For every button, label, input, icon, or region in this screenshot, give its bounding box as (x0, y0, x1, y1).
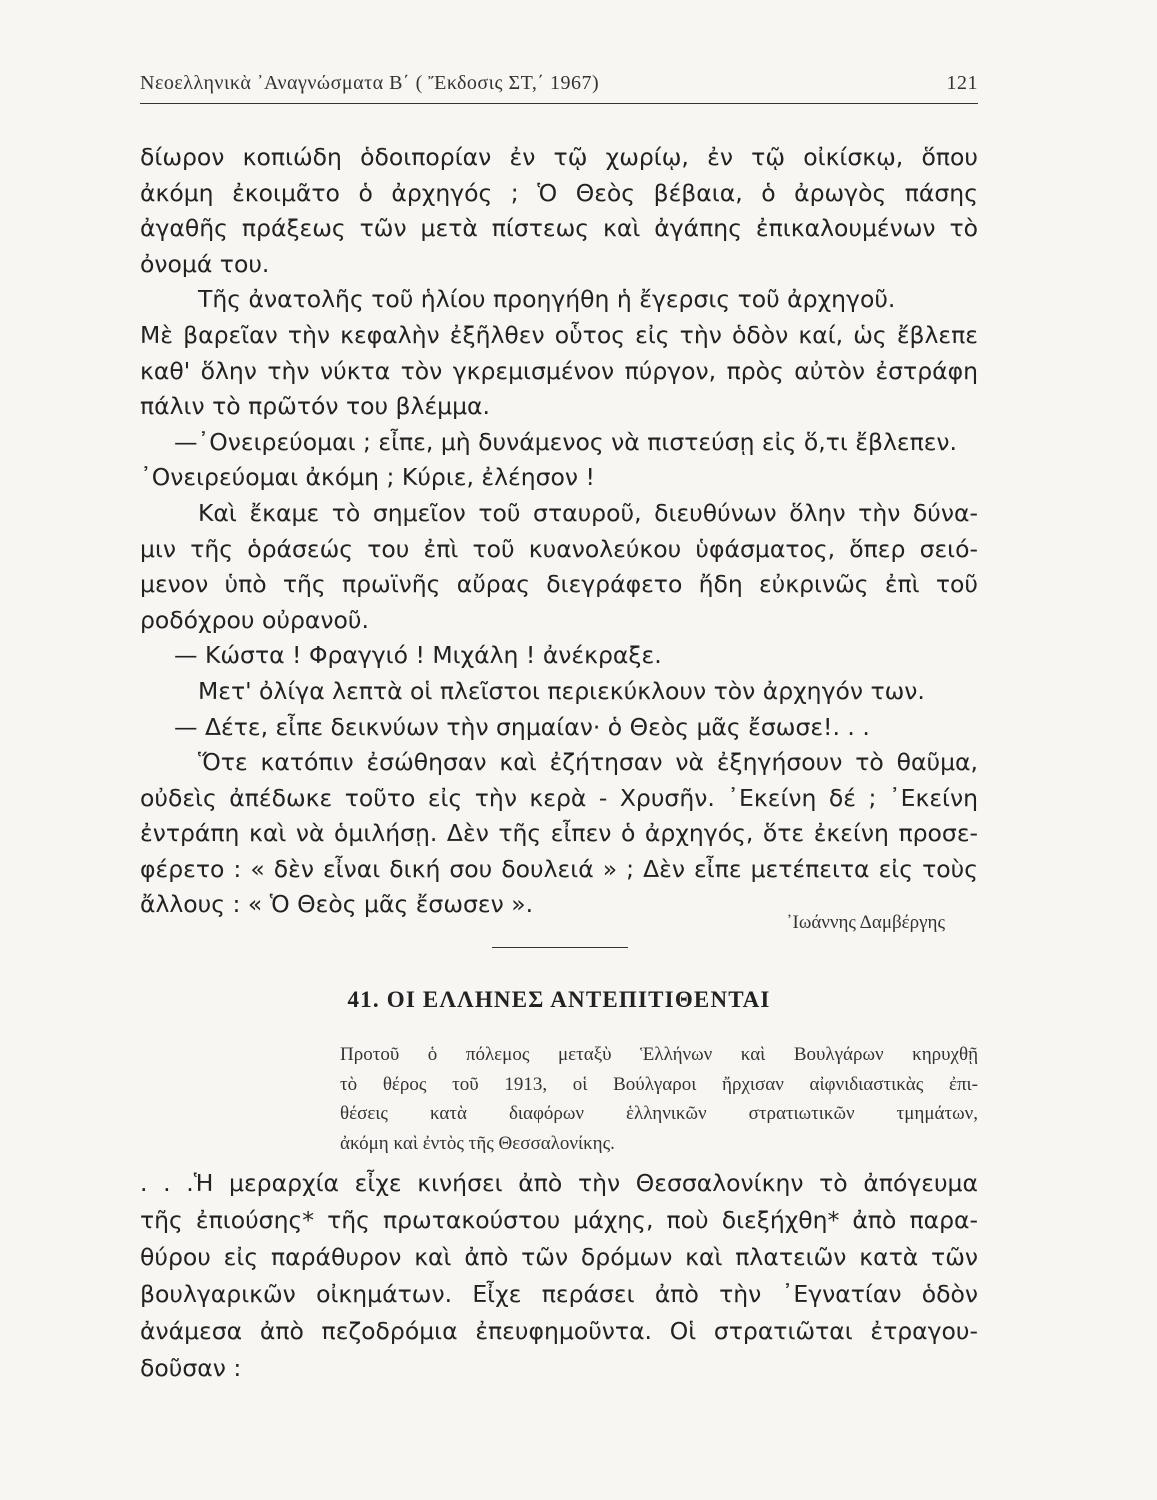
paragraph-line: . . .Ἡ μεραρχία εἶχε κινήσει ἀπὸ τὴν Θεσσαλονίκην τὸ ἀπόγευμα (140, 1169, 978, 1197)
paragraph-line: καθ' ὅλην τὴν νύκτα τὸν γκρεμισμένον πύργον, πρὸς αὐτὸν ἐστράφη (140, 356, 978, 385)
paragraph-line: βουλγαρικῶν οἰκημάτων. Εἶχε περάσει ἀπὸ τὴν ᾿Εγνατίαν ὁδὸν (140, 1280, 978, 1308)
paragraph-line: πάλιν τὸ πρῶτόν του βλέμμα. (140, 392, 491, 421)
intro-line: Προτοῦ ὁ πόλεμος μεταξὺ Ἑλλήνων καὶ Βουλγάρων κηρυχθῇ (340, 1044, 978, 1065)
paragraph-line: Ὅτε κατόπιν ἐσώθησαν καὶ ἐζήτησαν νὰ ἐξηγήσουν τὸ θαῦμα, (198, 748, 978, 777)
paragraph-line: ροδόχρου οὐρανοῦ. (140, 605, 369, 634)
paragraph-line: ἀκόμη ἐκοιμᾶτο ὁ ἀρχηγός ; Ὁ Θεὸς βέβαια, ὁ ἀρωγὸς πάσης (140, 178, 978, 207)
running-title: Νεοελληνικὰ ᾿Αναγνώσματα Β΄ ( Ἔκδοσις ΣΤ,΄ 1967) (140, 72, 600, 94)
paragraph-line: ᾿Ονειρεύομαι ἀκόμη ; Κύριε, ἐλέησον ! (140, 463, 595, 492)
section-intro (340, 1040, 978, 1158)
paragraph-line: Μετ' ὀλίγα λεπτὰ οἱ πλεῖστοι περιεκύκλουν τὸν ἀρχηγόν των. (198, 676, 925, 705)
paragraph-line: —᾿Ονειρεύομαι ; εἶπε, μὴ δυνάμενος νὰ πιστεύσῃ εἰς ὅ,τι ἔβλεπεν. (174, 427, 958, 456)
paragraph-line: Μὲ βαρεῖαν τὴν κεφαλὴν ἐξῆλθεν οὗτος εἰς τὴν ὁδὸν καί, ὡς ἔβλεπε (140, 320, 978, 349)
paragraph-line: θύρου εἰς παράθυρον καὶ ἀπὸ τῶν δρόμων καὶ πλατειῶν κατὰ τῶν (140, 1243, 978, 1271)
section-title: 41. ΟΙ ΕΛΛΗΝΕΣ ΑΝΤΕΠΙΤΙΘΕΝΤΑΙ (347, 987, 771, 1012)
paragraph-line: ἀγαθῆς πράξεως τῶν μετὰ πίστεως καὶ ἀγάπης ἐπικαλουμένων τὸ (140, 214, 978, 243)
paragraph-line: δίωρον κοπιώδη ὁδοιπορίαν ἐν τῷ χωρίῳ, ἐν τῷ οἰκίσκῳ, ὅπου (140, 143, 978, 171)
page-number: 121 (946, 72, 978, 94)
paragraph-line: οὐδεὶς ἀπέδωκε τοῦτο εἰς τὴν κερὰ - Χρυσῆν. ᾿Εκείνη δέ ; ᾿Εκείνη (140, 783, 978, 812)
paragraph-line: ἀνάμεσα ἀπὸ πεζοδρόμια ἐπευφημοῦντα. Οἱ στρατιῶται ἐτραγου- (140, 1317, 978, 1345)
intro-line: θέσεις κατὰ διαφόρων ἑλληνικῶν στρατιωτικῶν τμημάτων, (340, 1103, 978, 1124)
paragraph-line: ἐντράπη καὶ νὰ ὁμιλήσῃ. Δὲν τῆς εἶπεν ὁ ἀρχηγός, ὅτε ἐκείνη προσε- (140, 819, 978, 848)
paragraph-line: — Δέτε, εἶπε δεικνύων τὴν σημαίαν· ὁ Θεὸς μᾶς ἔσωσε!. . . (174, 712, 870, 741)
story-passage (140, 140, 978, 923)
paragraph-line: μενον ὑπὸ τῆς πρωϊνῆς αὔρας διεγράφετο ἤδη εὐκρινῶς ἐπὶ τοῦ (140, 570, 978, 599)
intro-line: ἀκόμη καὶ ἐντὸς τῆς Θεσσαλονίκης. (340, 1132, 615, 1154)
paragraph-line: Καὶ ἔκαμε τὸ σημεῖον τοῦ σταυροῦ, διευθύνων ὅλην τὴν δύνα- (198, 498, 978, 527)
paragraph-line: μιν τῆς ὁράσεώς του ἐπὶ τοῦ κυανολεύκου ὑφάσματος, ὅπερ σειό- (140, 534, 978, 563)
header-rule (140, 103, 978, 104)
paragraph-line: δοῦσαν : (140, 1354, 242, 1382)
paragraph-line: Τῆς ἀνατολῆς τοῦ ἡλίου προηγήθη ἡ ἔγερσις τοῦ ἀρχηγοῦ. (198, 285, 896, 314)
paragraph-line: ἄλλους : « Ὁ Θεὸς μᾶς ἔσωσεν ». (140, 890, 534, 919)
page-header (140, 72, 978, 102)
intro-line: τὸ θέρος τοῦ 1913, οἱ Βούλγαροι ἤρχισαν αἰφνιδιαστικὰς ἐπι- (340, 1073, 978, 1095)
paragraph-line: φέρετο : « δὲν εἶναι δική σου δουλειά » ; Δὲν εἶπε μετέπειτα εἰς τοὺς (140, 854, 978, 883)
paragraph-line: τῆς ἐπιούσης* τῆς πρωτακούστου μάχης, ποὺ διεξήχθη* ἀπὸ παρα- (140, 1206, 978, 1234)
section-body (140, 1165, 978, 1387)
paragraph-line: — Κώστα ! Φραγγιό ! Μιχάλη ! ἀνέκραξε. (174, 641, 662, 670)
paragraph-line: ὀνομά του. (140, 249, 270, 278)
author-signature: ᾿Ιωάννης Δαμβέργης (786, 912, 945, 933)
section-divider (492, 947, 628, 948)
